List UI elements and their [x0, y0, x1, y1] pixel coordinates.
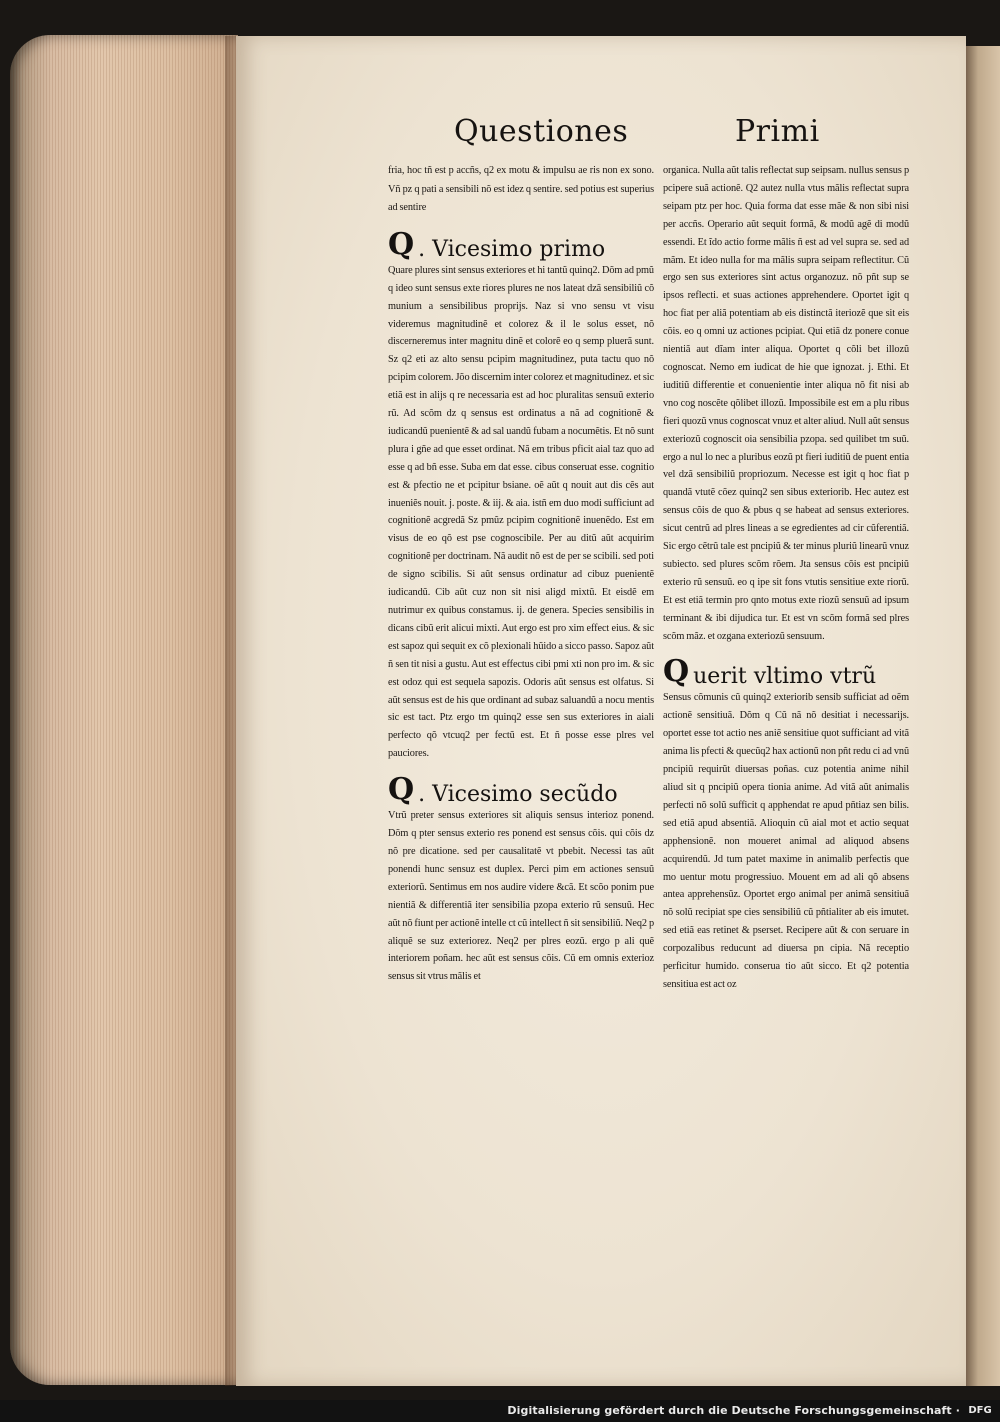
footer-bar: [0, 1400, 1000, 1422]
column-intro-text: fria, hoc tñ est p accñs, q2 ex motu & impulsu ae ris non ex sono. Vñ pz q pati a sensibili nõ est idez q sentire. sed potius est superius ad sentire: [388, 165, 654, 214]
column-right-text: organica. Nulla aũt talis reflectat sup seipsam. nullus sensus p pcipere suã actionẽ. Q2 autez nulla vtus mãlis reflectat supra seipam ptz per hoc. Quia forma dat esse mãe & non sibi nisi per accñs. Operario aũt sequit formã, & modũ agẽ di modũ essendi. Et ĩdo actio forme mãlis ñ est ad vel supra se. sed ad mãm. Et ideo nulla for ma mãlis supra seipam reflectitur. Cũ ergo sen sus exteriores sint actus organozuz. nõ pñt sup se ipsos reflecti. et suas actiones apprehendere. Oportet igit q hoc fiat per aliã potentiam ab eis distinctã iteriozẽ que sit eis cõis. eo q omni uz actiones pcipiat. Qui etiã dz ponere conue nientiã aut dĩam inter aliqua. Oportet q cõli bet illozũ cognoscat. Nemo em iudicat de hie que ignozat. j. Ethi. Et iuditiũ differentie et conuenientie inter aliqua nõ fit nisi ab vno cog noscẽte qõlibet illozũ. Impossibile est em a plu ribus fieri quozũ vnus cognoscat vnuz et alter aliud. Null aũt sensus exteriozũ cognoscit oia sensibilia pzopa. sed quilibet tm suũ. ergo a nul lo nec a pluribus eozũ pt fieri iuditiũ de puent entia vel dzã sensibiliũ propriozum. Necesse est igit q hoc fiat p quandã vtutẽ cõez quinq2 sen sibus exteriorib. Hec autez est sensus cõis de quo & pbus q se habeat ad sensus exteriores. sicut centrũ ad plres lineas a se egredientes ad cir cũferentiã. Sic ergo cẽtrũ tale est pncipiũ & ter minus pluriũ linearũ vnuz subiecto. sed plures scõm rõem. Jta sensus cõis est pncipiũ exterio rũ sensuũ. eo q ipe sit fons vtutis sensitiue exte riorũ. Et est etiã termin pro qnto motus exte riozũ sensuũ ad ipsum terminant & ibi dijudica tur. Et est vn scõm formã sed plres scõm mãz. et ozgana exteriozũ sensuum.: [663, 165, 909, 642]
heading-text: . Vicesimo primo: [418, 236, 606, 262]
question-last-text: Sensus cõmunis cũ quinq2 exteriorib sensib sufficiat ad oẽm actionẽ sensitiuã. Dõm q Cũ nã nõ desitiat i necessarijs. oportet esse tot actio nes aniẽ sensitiue quot sufficiant ad vitã anima lis pfecti & quecũq2 hax actionũ non pñt redu ci ad vnũ pncipiũ requirũt diuersas poñas. cuz potentia anime nihil aliud sit q pncipiũ opera tionia anime. Ad vitã aũt animalis perfecti nõ solũ sufficit q apphendat re apud pñtiaz sen bilis. sed etiã apud absentiã. Alioquin cũ aial mot et actio sequat apphensionẽ. non moueret animal ad aliquod absens acquirendũ. Jd tum patet maxime in animalib perfectis que mo uentur motu progressiuo. Mouent em ad ali qõ absens antea apprehensũz. Oportet ergo animal per animã sensitiuã nõ solũ recipiat spe cies sensibiliũ cũ pñtialiter ab eis imutet. sed etiã eas retinet & pserset. Recipere aũt & con seruare in corpozalibus reducunt ad diuersa pn cipia. Nã receptio perficitur humido. conserua tio aũt sicco. Et q2 potentia sensitiua est act oz: [663, 692, 909, 990]
text-column-left: [388, 162, 654, 986]
facing-page-edge: [964, 46, 1000, 1386]
running-head-right: Primi: [735, 114, 820, 149]
question-22-text: Vtrũ preter sensus exteriores sit aliquis sensus interioz ponend. Dõm q pter sensus exterio res ponend est sensus cõis. qui cõis dz nõ pre dicatione. sed per causalitatẽ vt pbebit. Necessi tas aũt ponendi hunc sensuz est duplex. Perci pim em actiones sensuũ exteriorũ. Sentimus em nos audire videre &cã. Et scõo ponim pue nientiã & differentiã iter sensibilia pzopa exterio rũ sensuũ. Hec aũt nõ fiunt per actionẽ intelle ct cũ intellect ñ sit sensibiliũ. Neq2 p aliquẽ se suz exteriorez. Neq2 per plres eozũ. ergo p ali quẽ interiorem poñam. hec aũt est sensus cõis. Cũ em omnis exterioz sensus sit vtrus mãlis et: [388, 810, 654, 983]
heading-text: uerit vltimo vtrũ: [693, 664, 877, 690]
text-column-right: [663, 162, 909, 994]
book-page-edges: [10, 35, 238, 1385]
question-heading-last: [663, 647, 909, 689]
running-head-left: Questiones: [454, 114, 629, 149]
question-heading-22: [388, 765, 654, 807]
decorated-initial: Q: [388, 226, 415, 262]
decorated-initial: Q: [388, 772, 415, 808]
question-heading-21: [388, 220, 654, 262]
dfg-logo: DFG: [968, 1405, 992, 1416]
question-21-text: Quare plures sint sensus exteriores et hi tantũ quinq2. Dõm ad pmũ q ideo sunt sensus exte riores plures ne nos lateat dzã sensibiliũ cõ munium a sensibilibus proprijs. Naz si vno sensu vt visu videremus magnitudinẽ et colorez & il le solus esset, nõ discerneremus inter magnitu dinẽ et colorẽ eo q semp pluerã sunt. Sz q2 eti az alto sensu pcipim magnitudinez, puta tactu quo nõ pcipim colorem. Jõo discernim inter colorez et magnitudinez. et sic etiã est in alijs q re necessaria est ad hoc pluralitas sensuũ exterio rũ. Ad scõm dz q sensus est ordinatus a nã ad cognitionẽ & iudicandũ puenientẽ & ad sal uandũ fubam a nocumẽtis. Et nõ sunt plura i gñe ad que esset ordinat. Nã em tribus pficit aial taz quo ad esse q ad bñ esse. Suba em dat esse. cibus conseruat esse. cognitio est & pfectio ne et pcipitur bsiane. oẽ aũt q nouit aut dis cẽs aut inueniẽs nouit. j. poste. & iij. & aia. istñ em duo modi sufficiunt ad cognitionẽ acgredã Sz pmũz pcipim cognitionẽ inuenẽdo. Est em visus de eo qõ est pse cognoscibile. Per au ditũ aũt acquirim cognitionẽ per doctrinam. Nã audit nõ est de per se scibili. sed poti de signo scibilis. Si aũt sensus ordinatur ad cibuz puenientẽ iudicandũ. Cib aũt cuz non sit nisi aligd mixtũ. Et eisdẽ em nutrimur ex quibus constamus. ij. de genera. Species sensibilis in dicans cibũ erit alicui mixti. Aut ergo est pro xim effect eius. & sic est sapoz qui sequit ex cõ plexionali hũido a sicco passo. Sapoz aũt ñ sen tit nisi a gustu. Aut est effectus cibi pmi xti non pro im. & sic est odoz qui est sequela sapozis. Odoris aũt sensus est olfatus. Si aũt sensus est de his que ordinant ad subaz saluandũ a nocu mentis sic est tact. Ptz ergo tm quinq2 esse sen sus exteriores in aiali perfecto qõ vtcuq2 per fectũ est. Et ñ posse esse plres vel pauciores.: [388, 264, 654, 760]
decorated-initial: Q: [663, 654, 690, 690]
heading-text: . Vicesimo secũdo: [418, 782, 618, 808]
funding-notice: Digitalisierung gefördert durch die Deutsche Forschungsgemeinschaft ·: [507, 1404, 960, 1417]
